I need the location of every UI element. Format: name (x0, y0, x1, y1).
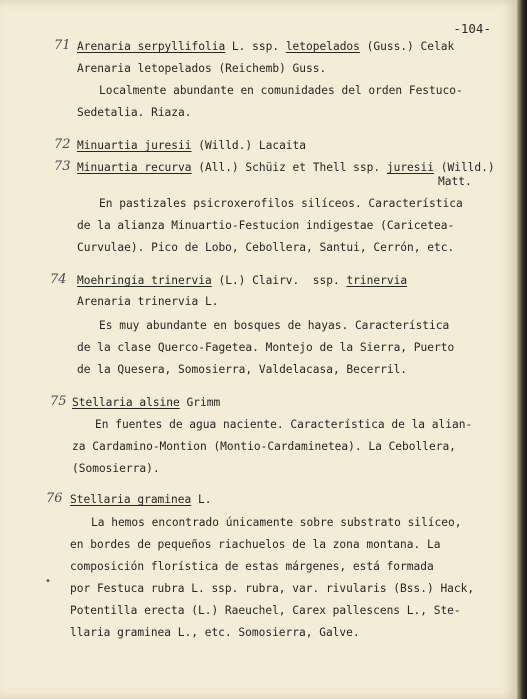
taxon-author-tail: (Willd.) (434, 161, 495, 174)
entry-73-author-continuation: Matt. (438, 175, 472, 188)
entry-73-title (77, 161, 495, 175)
entry-71-desc-2: Sedetalia. Riaza. (77, 106, 192, 119)
entry-74-desc-3: de la Quesera, Somosierra, Valdelacasa, Becerril. (77, 363, 408, 376)
entry-71-title (77, 40, 454, 54)
page-edge-shadow (517, 0, 527, 699)
taxon-name: Stellaria alsine (72, 396, 180, 409)
entry-73-desc-1: En pastizales psicroxerofilos silíceos. Característica (99, 197, 463, 210)
taxon-name: Stellaria graminea (70, 493, 192, 506)
handwritten-number-73: 73 (54, 159, 71, 174)
entry-74-synonym: Arenaria trinervia L. (77, 295, 219, 308)
handwritten-number-72: 72 (54, 137, 71, 152)
taxon-author: (All.) Schüiz et Thell ssp. (191, 161, 387, 174)
entry-76-desc-3: composición florística de estas márgenes, está formada (70, 560, 434, 573)
entry-74-desc-2: de la clase Querco-Fagetea. Montejo de la Sierra, Puerto (77, 341, 455, 354)
entry-76-desc-4: por Festuca rubra L. ssp. rubra, var. rivularis (Bss.) Hack, (70, 582, 475, 595)
taxon-name: Moehringia trinervia (77, 274, 212, 287)
taxon-author: (Willd.) Lacaita (191, 139, 307, 152)
handwritten-number-71: 71 (54, 38, 71, 53)
subspecies-name: trinervia (346, 274, 408, 287)
page-number: -104- (453, 21, 491, 36)
handwritten-number-76: 76 (46, 491, 63, 506)
entry-76-desc-6: llaria graminea L., etc. Somosierra, Galve. (70, 626, 360, 639)
taxon-author: Grimm (179, 396, 221, 409)
handwritten-number-74: 74 (50, 272, 67, 287)
entry-76-desc-1: La hemos encontrado únicamente sobre substrato silíceo, (91, 516, 462, 529)
entry-75-desc-1: En fuentes de agua naciente. Característica de la alian- (95, 418, 473, 431)
taxon-author: (L.) Clairv. ssp. (211, 274, 347, 287)
entry-71-desc-1: Localmente abundante en comunidades del orden Festuco- (99, 84, 463, 97)
entry-71-synonym: Arenaria letopelados (Reichemb) Guss. (77, 62, 327, 75)
taxon-name: Minuartia recurva (77, 161, 192, 174)
taxon-author-tail: (Guss.) Celak (359, 40, 455, 53)
entry-76-desc-2: en bordes de pequeños riachuelos de la zona montana. La (70, 538, 441, 551)
entry-76-title (70, 493, 211, 507)
entry-73-desc-3: Curvulae). Pico de Lobo, Cebollera, Santui, Cerrón, etc. (77, 241, 455, 254)
entry-76-desc-5: Potentilla erecta (L.) Raeuchel, Carex pallescens L., Ste- (70, 604, 461, 617)
handwritten-number-75: 75 (50, 394, 67, 409)
taxon-name: Arenaria serpyllifolia (77, 40, 226, 53)
entry-74-desc-1: Es muy abundante en bosques de hayas. Característica (99, 319, 450, 332)
taxon-author: L. ssp. (225, 40, 286, 53)
entry-72-title (77, 139, 306, 153)
entry-74-title (77, 274, 407, 288)
entry-73-desc-2: de la alianza Minuartio-Festucion indigestae (Caricetea- (77, 219, 455, 232)
subspecies-name: letopelados (285, 40, 360, 53)
entry-75-title (72, 396, 220, 410)
subspecies-name: juresii (386, 161, 434, 174)
taxon-name: Minuartia juresii (77, 139, 192, 152)
taxon-author: L. (191, 493, 212, 506)
entry-75-desc-3: (Somosierra). (72, 462, 160, 475)
entry-75-desc-2: za Cardamino-Montion (Montio-Cardaminetea). La Cebollera, (72, 440, 456, 453)
margin-dot: • (45, 576, 51, 587)
